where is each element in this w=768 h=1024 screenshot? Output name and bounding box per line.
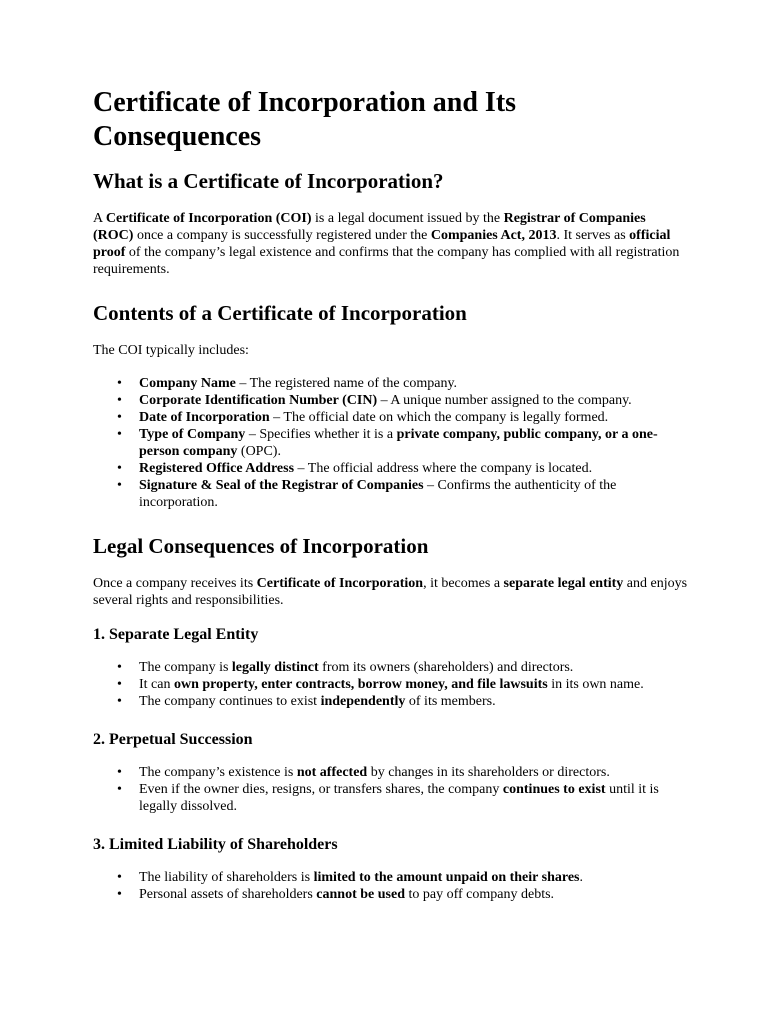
list-item <box>139 886 688 903</box>
text-run: of the company’s legal existence and confirms that the company has complied with all registration requirements. <box>93 245 680 277</box>
list-item <box>139 460 688 477</box>
text-run: – Specifies whether it is a <box>245 427 397 442</box>
text-run: The liability of shareholders is <box>139 870 314 885</box>
document-title: Certificate of Incorporation and Its Consequences <box>93 87 517 152</box>
text-run: The company’s existence is <box>139 765 297 780</box>
text-run: once a company is successfully registered under the <box>133 228 431 243</box>
bold-text: Company Name <box>139 376 236 391</box>
list-item <box>139 477 688 511</box>
section-heading-what: What is a Certificate of Incorporation? <box>93 169 444 193</box>
text-run: Personal assets of shareholders <box>139 887 317 902</box>
list-item <box>139 781 688 815</box>
bold-text: Date of Incorporation <box>139 410 270 425</box>
list-item <box>139 676 688 693</box>
list-item <box>139 409 688 426</box>
bold-text: Registrar of Companies (ROC) <box>93 211 646 243</box>
text-run: The company continues to exist <box>139 694 321 709</box>
limited-liability-list <box>93 869 688 903</box>
text-run: and enjoys several rights and responsibilities. <box>93 576 688 608</box>
bold-text: own property, enter contracts, borrow money, and file lawsuits <box>173 677 548 692</box>
text-run: is a legal document issued by the <box>311 211 504 226</box>
contents-list <box>93 375 688 511</box>
list-item <box>139 869 688 886</box>
text-run: by changes in its shareholders or directors. <box>367 765 610 780</box>
subsection-heading-perpetual-succession: 2. Perpetual Succession <box>93 731 253 748</box>
bold-text: Registered Office Address <box>139 461 295 476</box>
list-item <box>139 764 688 781</box>
bold-text: independently <box>320 694 406 709</box>
bold-text: cannot be used <box>316 887 405 902</box>
text-run: The company is <box>139 660 232 675</box>
section-heading-legal: Legal Consequences of Incorporation <box>93 534 429 558</box>
list-item <box>139 693 688 710</box>
text-run: to pay off company debts. <box>404 887 555 902</box>
section-paragraph-legal <box>93 575 688 609</box>
text-run: in its own name. <box>547 677 644 692</box>
bold-text: official proof <box>93 228 671 260</box>
section-intro-contents: The COI typically includes: <box>93 343 249 358</box>
list-item <box>139 392 688 409</box>
text-run: – A unique number assigned to the company. <box>377 393 632 408</box>
text-run: until it is legally dissolved. <box>139 782 659 814</box>
text-run: – Confirms the authenticity of the incorporation. <box>139 478 617 510</box>
section-heading-contents: Contents of a Certificate of Incorporation <box>93 301 467 325</box>
bold-text: Certificate of Incorporation (COI) <box>105 211 312 226</box>
subsection-heading-separate-entity: 1. Separate Legal Entity <box>93 626 259 643</box>
bold-text: Type of Company <box>139 427 246 442</box>
bold-text: Companies Act, 2013 <box>430 228 557 243</box>
text-run: – The registered name of the company. <box>235 376 458 391</box>
text-run: (OPC). <box>237 444 281 459</box>
text-run: Once a company receives its <box>93 576 257 591</box>
list-item <box>139 659 688 676</box>
text-run: from its owners (shareholders) and directors. <box>318 660 574 675</box>
bold-text: private company, public company, or a one-person company <box>139 427 658 459</box>
list-item <box>139 375 688 392</box>
bold-text: Certificate of Incorporation <box>256 576 424 591</box>
bold-text: Signature & Seal of the Registrar of Companies <box>139 478 424 493</box>
text-run: of its members. <box>405 694 496 709</box>
text-run: . <box>579 870 583 885</box>
subsection-heading-limited-liability: 3. Limited Liability of Shareholders <box>93 836 338 853</box>
text-run: – The official address where the company is located. <box>294 461 593 476</box>
list-item <box>139 426 688 460</box>
bold-text: Corporate Identification Number (CIN) <box>139 393 378 408</box>
text-run: A <box>93 211 106 226</box>
section-paragraph-what <box>93 210 688 278</box>
text-run: – The official date on which the company is legally formed. <box>269 410 609 425</box>
bold-text: not affected <box>296 765 368 780</box>
bold-text: continues to exist <box>502 782 606 797</box>
bold-text: separate legal entity <box>503 576 624 591</box>
text-run: It can <box>139 677 174 692</box>
separate-entity-list <box>93 659 688 710</box>
text-run: , it becomes a <box>423 576 504 591</box>
perpetual-succession-list <box>93 764 688 815</box>
text-run: . It serves as <box>556 228 630 243</box>
bold-text: limited to the amount unpaid on their shares <box>313 870 580 885</box>
text-run: Even if the owner dies, resigns, or transfers shares, the company <box>139 782 503 797</box>
bold-text: legally distinct <box>231 660 319 675</box>
